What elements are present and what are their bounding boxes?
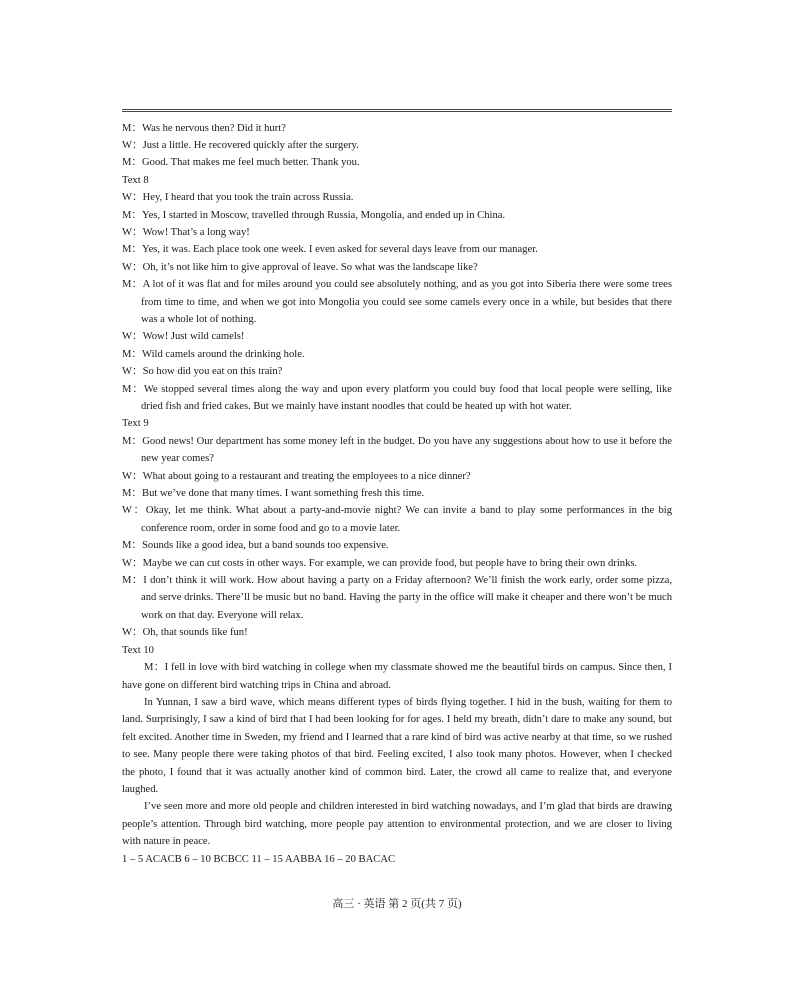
dialogue-line: W：Hey, I heard that you took the train across Russia.: [122, 192, 354, 204]
dialogue-line: W：Oh, it’s not like him to give approval of leave. So what was the landscape like?: [122, 261, 478, 273]
monologue-paragraph: In Yunnan, I saw a bird wave, which means different types of birds flying together. I hid in the bush, waiting for them to land. Surprisingly, I saw a kind of bird that I had been looking for for ages. I held my breath, didn’t dare to make any sound, but felt excited. Another time in Sweden, my friend and I learned that a rare kind of bird was active nearby at that time, so we rushed to see. Many people there were taking photos of that bird. Feeling excited, I also took many photos. However, when I checked the photo, I found that it was actually another kind of common bird. Later, the crowd all came to realize that, and everyone laughed.: [122, 696, 672, 795]
header-rule: [122, 109, 672, 112]
dialogue-line: W：Wow! Just wild camels!: [122, 331, 245, 343]
dialogue-line: M：Yes, it was. Each place took one week. I even asked for several days leave from our manager.: [122, 244, 538, 256]
dialogue-line: M：Yes, I started in Moscow, travelled through Russia, Mongolia, and ended up in China.: [122, 209, 506, 221]
dialogue-line: M：A lot of it was flat and for miles around you could see absolutely nothing, and as you got into Siberia there were some trees from time to time, and when we got into Mongolia you could see some camels every once in a while, but besides that there was a whole lot of nothing.: [122, 279, 672, 325]
dialogue-line: M：Was he nervous then? Did it hurt?: [122, 122, 286, 134]
transcript-content: [122, 120, 672, 868]
dialogue-line: W：Maybe we can cut costs in other ways. For example, we can provide food, but people have to bring their own drinks.: [122, 557, 638, 569]
dialogue-line: W：Okay, let me think. What about a party-and-movie night? We can invite a band to play some performances in the big conference room, order in some food and go to a movie later.: [122, 505, 672, 534]
section-heading: Text 8: [122, 174, 149, 186]
dialogue-line: W：So how did you eat on this train?: [122, 366, 283, 378]
dialogue-line: M：I don’t think it will work. How about having a party on a Friday afternoon? We’ll finish the work early, order some pizza, and serve drinks. There’ll be music but no band. Having the party in the office will make it cheaper and there won’t be much work on that day. Everyone will relax.: [122, 575, 672, 621]
section-heading: Text 9: [122, 418, 149, 430]
monologue-paragraph: I’ve seen more and more old people and children interested in bird watching nowadays, and I’m glad that birds are drawing people’s attention. Through bird watching, more people pay attention to environmental protection, and we are closer to living with nature in peace.: [122, 801, 672, 848]
dialogue-line: M：But we’ve done that many times. I want something fresh this time.: [122, 488, 425, 500]
dialogue-line: M：We stopped several times along the way and upon every platform you could buy food that local people were selling, like dried fish and fried cakes. But we mainly have instant noodles that could be heated up with hot water.: [122, 383, 672, 412]
dialogue-line: M：Wild camels around the drinking hole.: [122, 348, 305, 360]
dialogue-line: W：Wow! That’s a long way!: [122, 226, 250, 238]
dialogue-line: W：Oh, that sounds like fun!: [122, 627, 248, 639]
dialogue-line: M：Good news! Our department has some money left in the budget. Do you have any suggestions about how to use it before the new year comes?: [122, 435, 672, 465]
dialogue-line: M：Good. That makes me feel much better. Thank you.: [122, 157, 360, 169]
section-heading: Text 10: [122, 644, 154, 656]
dialogue-line: W：What about going to a restaurant and treating the employees to a nice dinner?: [122, 470, 471, 482]
page-footer: 高三 · 英语 第 2 页(共 7 页): [332, 898, 462, 910]
monologue-paragraph: M：I fell in love with bird watching in college when my classmate showed me the beautiful birds on campus. Since then, I have gone on different bird watching trips in China and abroad.: [122, 662, 672, 691]
dialogue-line: M：Sounds like a good idea, but a band sounds too expensive.: [122, 540, 389, 552]
dialogue-line: W：Just a little. He recovered quickly after the surgery.: [122, 139, 359, 151]
answer-key: 1 – 5 ACACB 6 – 10 BCBCC 11 – 15 AABBA 16 – 20 BACAC: [122, 853, 396, 865]
